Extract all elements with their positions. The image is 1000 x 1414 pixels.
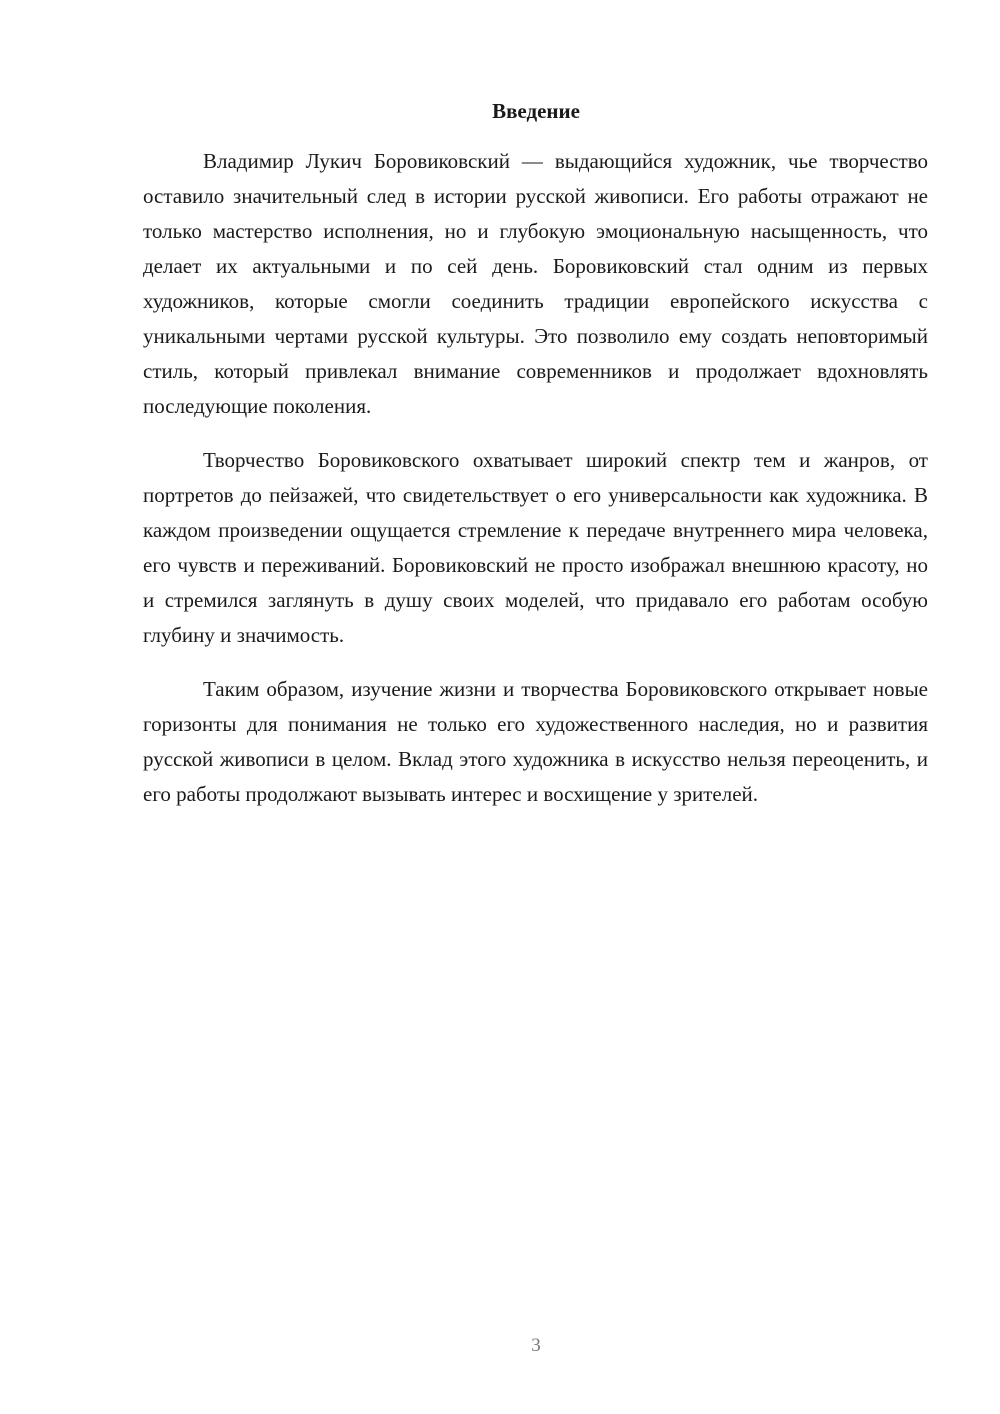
paragraph-2: Творчество Боровиковского охватывает широкий спектр тем и жанров, от портретов до пейзажей, что свидетельствует о его универсальности как художника. В каждом произведении ощущается стремление к передаче внутреннего мира человека, его чувств и переживаний. Боровиковский не просто изображал внешнюю красоту, но и стремился заглянуть в душу своих моделей, что придавало его работам особую глубину и значимость. [143,448,928,647]
paragraph-3: Таким образом, изучение жизни и творчества Боровиковского открывает новые горизонты для понимания не только его художественного наследия, но и развития русской живописи в целом. Вклад этого художника в искусство нельзя переоценить, и его работы продолжают вызывать интерес и восхищение у зрителей. [143,677,928,806]
body-text [143,144,928,831]
page-number: 3 [531,1335,541,1356]
section-heading: Введение [492,99,580,123]
paragraph-1: Владимир Лукич Боровиковский — выдающийся художник, чье творчество оставило значительный след в истории русской живописи. Его работы отражают не только мастерство исполнения, но и глубокую эмоциональную насыщенность, что делает их актуальными и по сей день. Боровиковский стал одним из первых художников, которые смогли соединить традиции европейского искусства с уникальными чертами русской культуры. Это позволило ему создать неповторимый стиль, который привлекал внимание современников и продолжает вдохновлять последующие поколения. [143,149,928,418]
